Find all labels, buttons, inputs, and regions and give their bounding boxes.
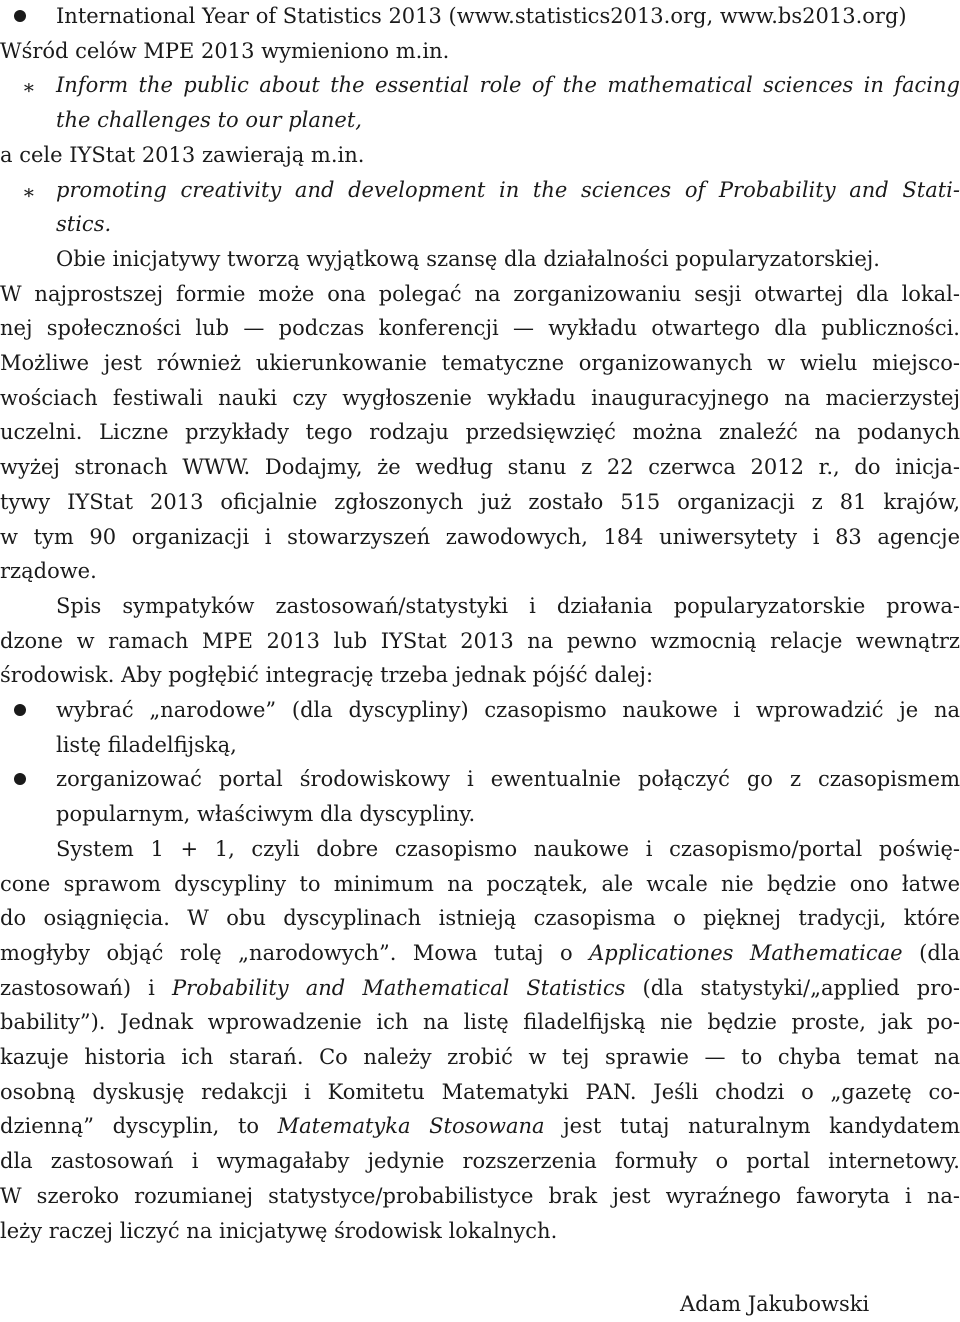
text-line: Inform the public about the essential role of the mathematical sciences in facing bbox=[56, 73, 960, 98]
text-line: środowisk. Aby pogłębić integrację trzeba jednak pójść dalej: bbox=[0, 663, 654, 688]
bullet-icon bbox=[14, 10, 26, 22]
asterisk-icon: ∗ bbox=[22, 179, 36, 204]
text-line: wybrać „narodowe” (dla dyscypliny) czasopismo naukowe i wprowadzić je na bbox=[56, 698, 960, 722]
text-line: zorganizować portal środowiskowy i ewentualnie połączyć go z czasopismem bbox=[56, 767, 960, 792]
bullet-icon bbox=[14, 704, 26, 716]
text-line: rządowe. bbox=[0, 559, 97, 584]
text-line: dzone w ramach MPE 2013 lub IYStat 2013 na pewno wzmocnią relacje wewnątrz bbox=[0, 628, 960, 653]
text-line: kazuje historia ich starań. Co należy zrobić w tej sprawie — to chyba temat na bbox=[0, 1045, 960, 1069]
text-line: listę filadelfijską, bbox=[56, 732, 237, 757]
text-line: Obie inicjatywy tworzą wyjątkową szansę dla działalności popularyzatorskiej. bbox=[56, 246, 880, 271]
text-line: cone sprawom dyscypliny to minimum na początek, ale wcale nie będzie ono łatwe bbox=[0, 871, 960, 896]
text-line: a cele IYStat 2013 zawierają m.in. bbox=[0, 142, 365, 167]
text-line: W najprostszej formie może ona polegać na zorganizowaniu sesji otwartej dla lokal- bbox=[0, 281, 960, 306]
text-line: the challenges to our planet, bbox=[56, 108, 362, 133]
signature: Adam Jakubowski bbox=[680, 1292, 870, 1316]
text-line: Spis sympatyków zastosowań/statystyki i działania popularyzatorskie prowa- bbox=[56, 593, 960, 618]
text-line: International Year of Statistics 2013 (www.statistics2013.org, www.bs2013.org) bbox=[56, 4, 907, 28]
text-line: bability”). Jednak wprowadzenie ich na listę filadelfijską nie będzie proste, jak po- bbox=[0, 1010, 960, 1035]
bullet-icon bbox=[14, 773, 26, 785]
text-line: w tym 90 organizacji i stowarzyszeń zawodowych, 184 uniwersytety i 83 agencje bbox=[0, 524, 960, 549]
text-line: Możliwe jest również ukierunkowanie tematyczne organizowanych w wielu miejsco- bbox=[0, 351, 960, 375]
text-line: wyżej stronach WWW. Dodajmy, że według stanu z 22 czerwca 2012 r., do inicja- bbox=[0, 455, 960, 480]
text-line: zastosowań) i Probability and Mathematical Statistics (dla statystyki/„applied pro- bbox=[0, 975, 960, 1000]
text-line: mogłyby objąć rolę „narodowych”. Mowa tutaj o Applicationes Mathematicae (dla bbox=[0, 940, 960, 965]
text-line: do osiągnięcia. W obu dyscyplinach istnieją czasopisma o pięknej tradycji, które bbox=[0, 906, 960, 931]
asterisk-icon: ∗ bbox=[22, 75, 36, 100]
text-line: uczelni. Liczne przykłady tego rodzaju przedsięwzięć można znaleźć na podanych bbox=[0, 420, 960, 445]
text-line: W szeroko rozumianej statystyce/probabilistyce brak jest wyraźnego faworyta i na- bbox=[0, 1183, 960, 1208]
text-line: promoting creativity and development in the sciences of Probability and Stati- bbox=[56, 177, 960, 202]
text-line: wościach festiwali nauki czy wygłoszenie wykładu inauguracyjnego na macierzystej bbox=[0, 385, 960, 410]
text-line: nej społeczności lub — podczas konferencji — wykładu otwartego dla publiczności. bbox=[0, 316, 960, 341]
text-line: dzienną” dyscyplin, to Matematyka Stosowana jest tutaj naturalnym kandydatem bbox=[0, 1114, 960, 1139]
text-line: osobną dyskusję redakcji i Komitetu Matematyki PAN. Jeśli chodzi o „gazetę co- bbox=[0, 1079, 960, 1104]
italic-title: Applicationes Mathematicae bbox=[589, 940, 903, 965]
text-line: popularnym, właściwym dla dyscypliny. bbox=[56, 802, 476, 827]
text-line: dla zastosowań i wymagałaby jedynie rozszerzenia formuły o portal internetowy. bbox=[0, 1149, 960, 1174]
italic-title: Matematyka Stosowana bbox=[277, 1114, 545, 1139]
italic-title: Probability and Mathematical Statistics bbox=[171, 975, 626, 1000]
text-line: Wśród celów MPE 2013 wymieniono m.in. bbox=[0, 38, 450, 63]
text-line: stics. bbox=[56, 212, 112, 237]
text-line: System 1 + 1, czyli dobre czasopismo naukowe i czasopismo/portal poświę- bbox=[56, 836, 960, 861]
text-line: tywy IYStat 2013 oficjalnie zgłoszonych już zostało 515 organizacji z 81 krajów, bbox=[0, 489, 960, 514]
text-line: leży raczej liczyć na inicjatywę środowisk lokalnych. bbox=[0, 1218, 558, 1243]
